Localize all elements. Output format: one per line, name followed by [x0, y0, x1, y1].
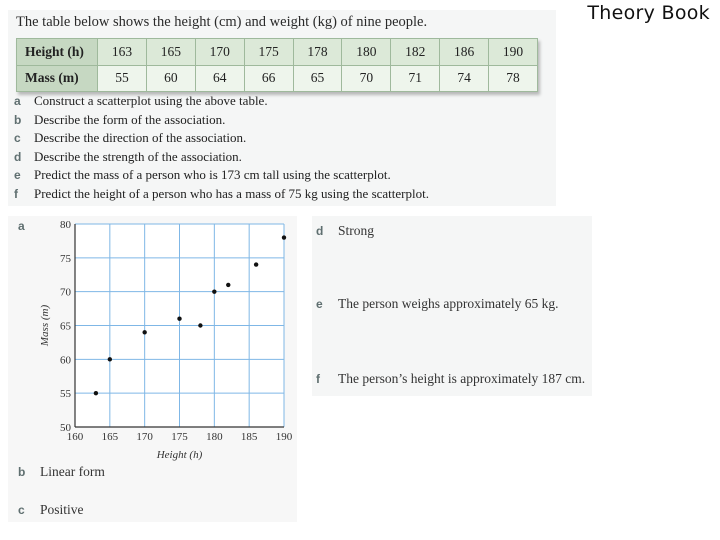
height-row: [17, 39, 538, 66]
y-tick-label: 65: [60, 320, 71, 333]
data-point: [212, 289, 216, 293]
question-item: [14, 185, 429, 204]
x-tick-label: 175: [171, 431, 188, 443]
mass-cell: 55: [98, 65, 147, 92]
x-axis-label: Height (h): [156, 449, 203, 461]
mass-cell: 66: [244, 65, 293, 92]
data-point: [94, 391, 98, 395]
question-text: Describe the form of the association.: [34, 111, 226, 127]
y-axis-label: Mass (m): [39, 304, 51, 347]
height-cell: 175: [244, 39, 293, 66]
data-point: [177, 317, 181, 321]
data-point: [282, 235, 286, 239]
answer-text: Linear form: [40, 464, 105, 479]
mass-cell: 74: [440, 65, 489, 92]
y-tick-label: 75: [60, 252, 71, 265]
question-letter: a: [14, 94, 21, 108]
answer-d: [316, 223, 374, 239]
question-item: [14, 92, 429, 111]
height-row-label: Height (h): [17, 39, 98, 66]
brand-title: Theory Book: [587, 2, 710, 24]
scatterplot: [8, 216, 297, 466]
data-point: [108, 357, 112, 361]
question-text: Construct a scatterplot using the above table.: [34, 93, 268, 108]
x-tick-label: 185: [240, 431, 258, 443]
question-text: Describe the strength of the association.: [34, 148, 242, 164]
question-item: [14, 148, 429, 167]
question-text: Predict the height of a person who has a mass of 75 kg using the scatterplot.: [34, 185, 429, 201]
y-tick-label: 80: [60, 219, 71, 231]
question-letter: d: [14, 149, 22, 164]
question-panel: [8, 10, 556, 206]
answer-letter: e: [316, 297, 323, 311]
question-text: Describe the direction of the association.: [34, 130, 247, 146]
answer-b: [18, 464, 105, 480]
answer-text-panel: [312, 216, 592, 396]
question-list: [14, 92, 429, 204]
answer-letter: c: [18, 503, 25, 517]
height-cell: 178: [293, 39, 342, 66]
height-cell: 180: [342, 39, 391, 66]
x-tick-label: 170: [136, 431, 153, 443]
mass-cell: 64: [195, 65, 244, 92]
answer-letter: b: [18, 465, 26, 479]
x-tick-label: 180: [206, 431, 223, 443]
height-cell: 186: [440, 39, 489, 66]
data-point: [142, 330, 146, 334]
mass-cell: 78: [489, 65, 538, 92]
mass-row: [17, 65, 538, 92]
height-mass-table: [16, 38, 538, 92]
question-letter: c: [14, 131, 21, 146]
question-text: Predict the mass of a person who is 173 cm tall using the scatterplot.: [34, 167, 391, 183]
question-item: [14, 111, 429, 130]
mass-row-label: Mass (m): [17, 65, 98, 92]
question-item: [14, 129, 429, 148]
intro-text: The table below shows the height (cm) and weight (kg) of nine people.: [16, 14, 428, 30]
data-point: [226, 283, 230, 287]
question-letter: e: [14, 168, 21, 183]
mass-cell: 71: [391, 65, 440, 92]
answer-text: Strong: [338, 223, 375, 238]
mass-cell: 70: [342, 65, 391, 92]
answer-letter: a: [18, 219, 25, 233]
answer-letter: f: [316, 372, 320, 386]
answer-text: Positive: [40, 502, 84, 517]
height-cell: 165: [146, 39, 195, 66]
answer-text: The person’s height is approximately 187 cm.: [338, 371, 586, 386]
question-letter: b: [14, 112, 22, 127]
height-cell: 182: [391, 39, 440, 66]
height-cell: 190: [489, 39, 538, 66]
question-item: [14, 166, 429, 185]
answer-letter: d: [316, 224, 324, 238]
x-tick-label: 190: [275, 431, 293, 443]
answer-text: The person weighs approximately 65 kg.: [338, 296, 559, 311]
y-tick-label: 55: [60, 388, 71, 401]
y-tick-label: 70: [60, 286, 71, 299]
answer-chart-panel: [8, 216, 297, 522]
height-cell: 170: [195, 39, 244, 66]
y-tick-label: 50: [60, 422, 71, 434]
data-point: [254, 262, 258, 266]
mass-cell: 60: [146, 65, 195, 92]
y-tick-label: 60: [60, 354, 71, 367]
question-letter: f: [14, 186, 18, 201]
answer-e: [316, 296, 558, 312]
answer-f: [316, 371, 585, 387]
x-tick-label: 165: [101, 431, 119, 443]
data-point: [198, 323, 202, 327]
height-cell: 163: [98, 39, 147, 66]
x-tick-label: 160: [66, 431, 84, 443]
answer-c: [18, 502, 84, 518]
mass-cell: 65: [293, 65, 342, 92]
